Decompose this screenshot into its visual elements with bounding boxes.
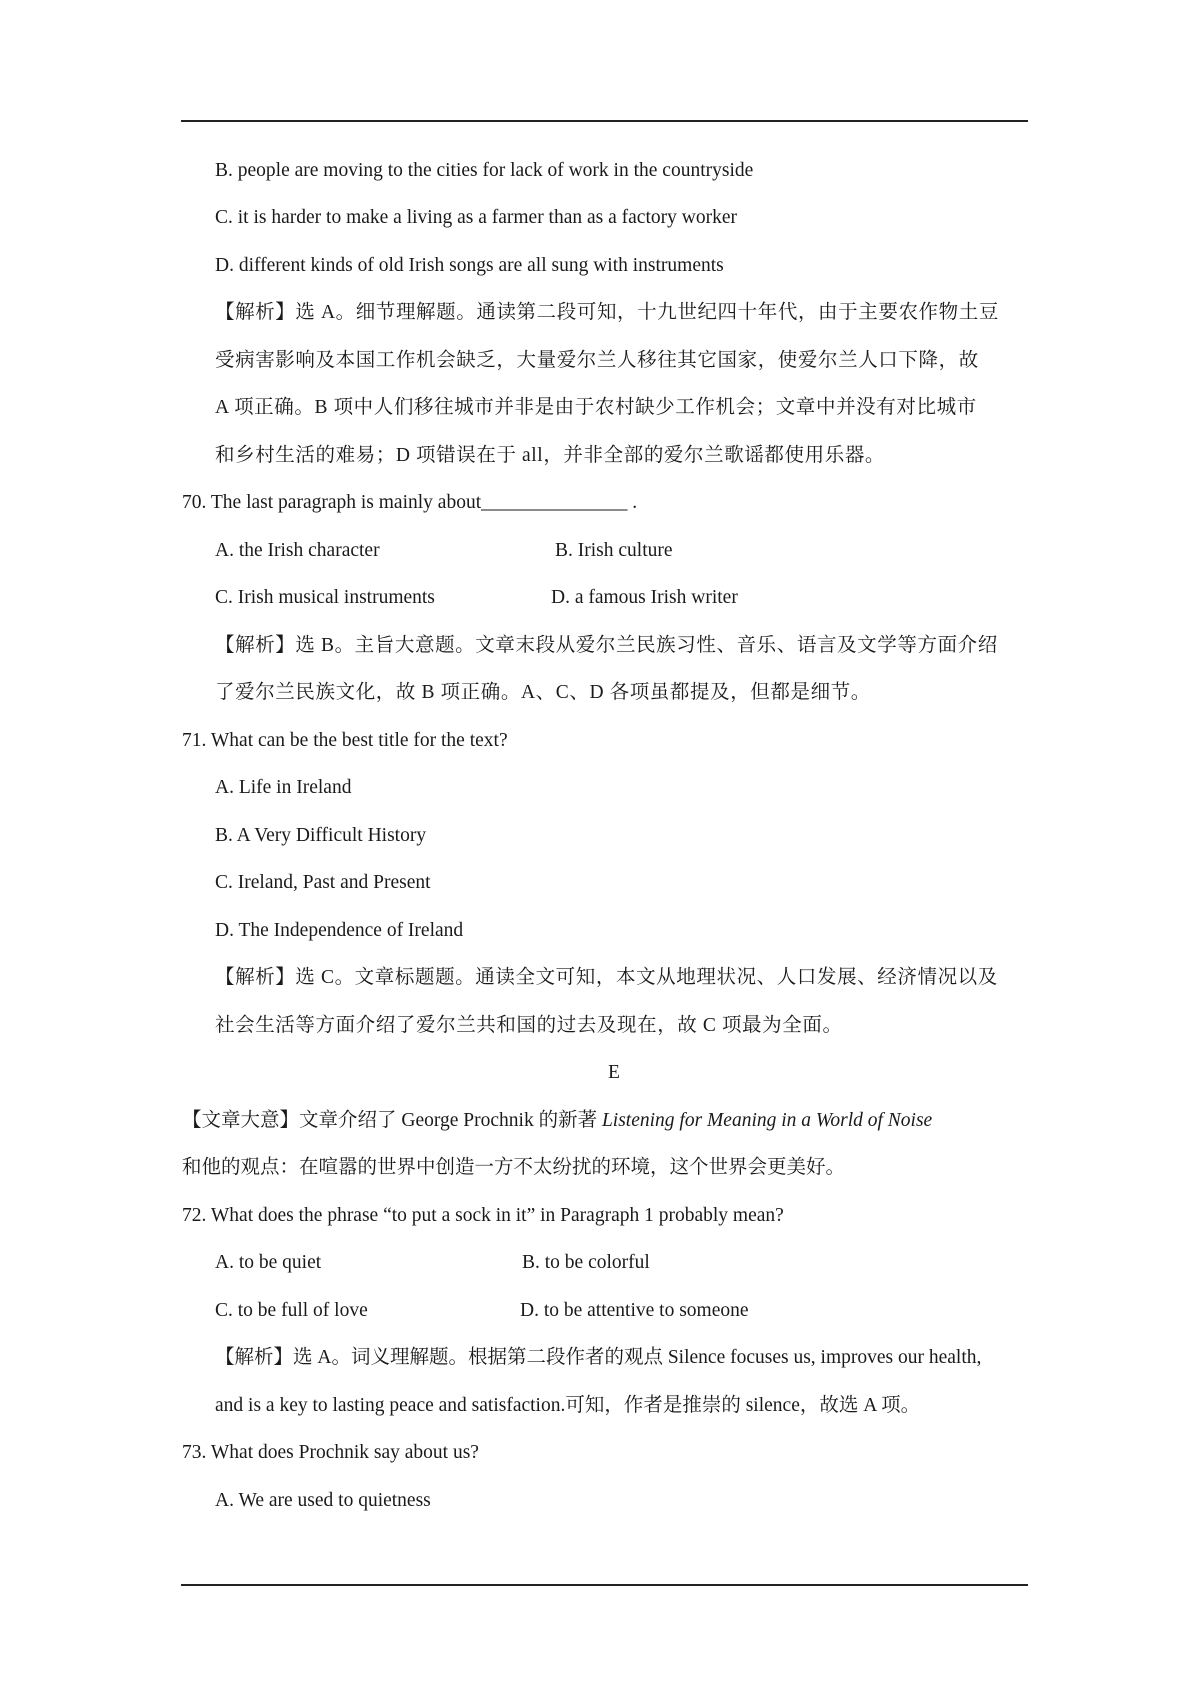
q69-option-d: D. different kinds of old Irish songs are all sung with instruments bbox=[215, 255, 724, 276]
q70-question: 70. The last paragraph is mainly about_______________ . bbox=[182, 492, 638, 513]
q70-analysis-line-1: 【解析】选 B。主旨大意题。文章末段从爱尔兰民族习性、音乐、语言及文学等方面介绍 bbox=[215, 635, 998, 656]
q70-option-b: B. Irish culture bbox=[555, 540, 673, 561]
q70-option-c: C. Irish musical instruments bbox=[215, 587, 435, 608]
header-rule bbox=[181, 120, 1028, 122]
q73-option-a: A. We are used to quietness bbox=[215, 1490, 431, 1511]
q70-analysis-line-2: 了爱尔兰民族文化，故 B 项正确。A、C、D 各项虽都提及，但都是细节。 bbox=[215, 682, 871, 703]
q72-question: 72. What does the phrase “to put a sock in it” in Paragraph 1 probably mean? bbox=[182, 1205, 784, 1226]
q72-option-c: C. to be full of love bbox=[215, 1300, 368, 1321]
section-e-summary-line-2: 和他的观点：在喧嚣的世界中创造一方不太纷扰的环境，这个世界会更美好。 bbox=[182, 1157, 846, 1178]
book-title: Listening for Meaning in a World of Noise bbox=[601, 1110, 933, 1131]
q72-option-d: D. to be attentive to someone bbox=[520, 1300, 749, 1321]
q73-question: 73. What does Prochnik say about us? bbox=[182, 1442, 479, 1463]
section-e-heading: E bbox=[608, 1062, 620, 1083]
q69-analysis-line-1: 【解析】选 A。细节理解题。通读第二段可知，十九世纪四十年代，由于主要农作物土豆 bbox=[215, 302, 999, 323]
q72-option-b: B. to be colorful bbox=[522, 1252, 650, 1273]
q72-analysis-line-2: and is a key to lasting peace and satisfaction.可知，作者是推崇的 silence，故选 A 项。 bbox=[215, 1395, 921, 1416]
section-e-summary-prefix: 【文章大意】文章介绍了 George Prochnik 的新著 bbox=[182, 1110, 602, 1131]
footer-rule bbox=[181, 1584, 1028, 1586]
q69-option-b: B. people are moving to the cities for lack of work in the countryside bbox=[215, 160, 754, 181]
q72-analysis-line-1: 【解析】选 A。词义理解题。根据第二段作者的观点 Silence focuses us, improves our health, bbox=[215, 1347, 982, 1368]
q71-option-a: A. Life in Ireland bbox=[215, 777, 352, 798]
q70-option-a: A. the Irish character bbox=[215, 540, 380, 561]
q69-option-c: C. it is harder to make a living as a farmer than as a factory worker bbox=[215, 207, 737, 228]
q71-analysis-line-1: 【解析】选 C。文章标题题。通读全文可知，本文从地理状况、人口发展、经济情况以及 bbox=[215, 967, 998, 988]
q71-option-d: D. The Independence of Ireland bbox=[215, 920, 464, 941]
q71-option-c: C. Ireland, Past and Present bbox=[215, 872, 431, 893]
q69-analysis-line-4: 和乡村生活的难易；D 项错误在于 all，并非全部的爱尔兰歌谣都使用乐器。 bbox=[215, 445, 886, 466]
q70-option-d: D. a famous Irish writer bbox=[551, 587, 738, 608]
q69-analysis-line-3: A 项正确。B 项中人们移往城市并非是由于农村缺少工作机会；文章中并没有对比城市 bbox=[215, 397, 977, 418]
q72-option-a: A. to be quiet bbox=[215, 1252, 322, 1273]
q71-option-b: B. A Very Difficult History bbox=[215, 825, 427, 846]
q71-analysis-line-2: 社会生活等方面介绍了爱尔兰共和国的过去及现在，故 C 项最为全面。 bbox=[215, 1015, 843, 1036]
section-e-summary-line-1 bbox=[182, 1109, 932, 1133]
q71-question: 71. What can be the best title for the text? bbox=[182, 730, 508, 751]
q69-analysis-line-2: 受病害影响及本国工作机会缺乏，大量爱尔兰人移往其它国家，使爱尔兰人口下降，故 bbox=[215, 350, 979, 371]
